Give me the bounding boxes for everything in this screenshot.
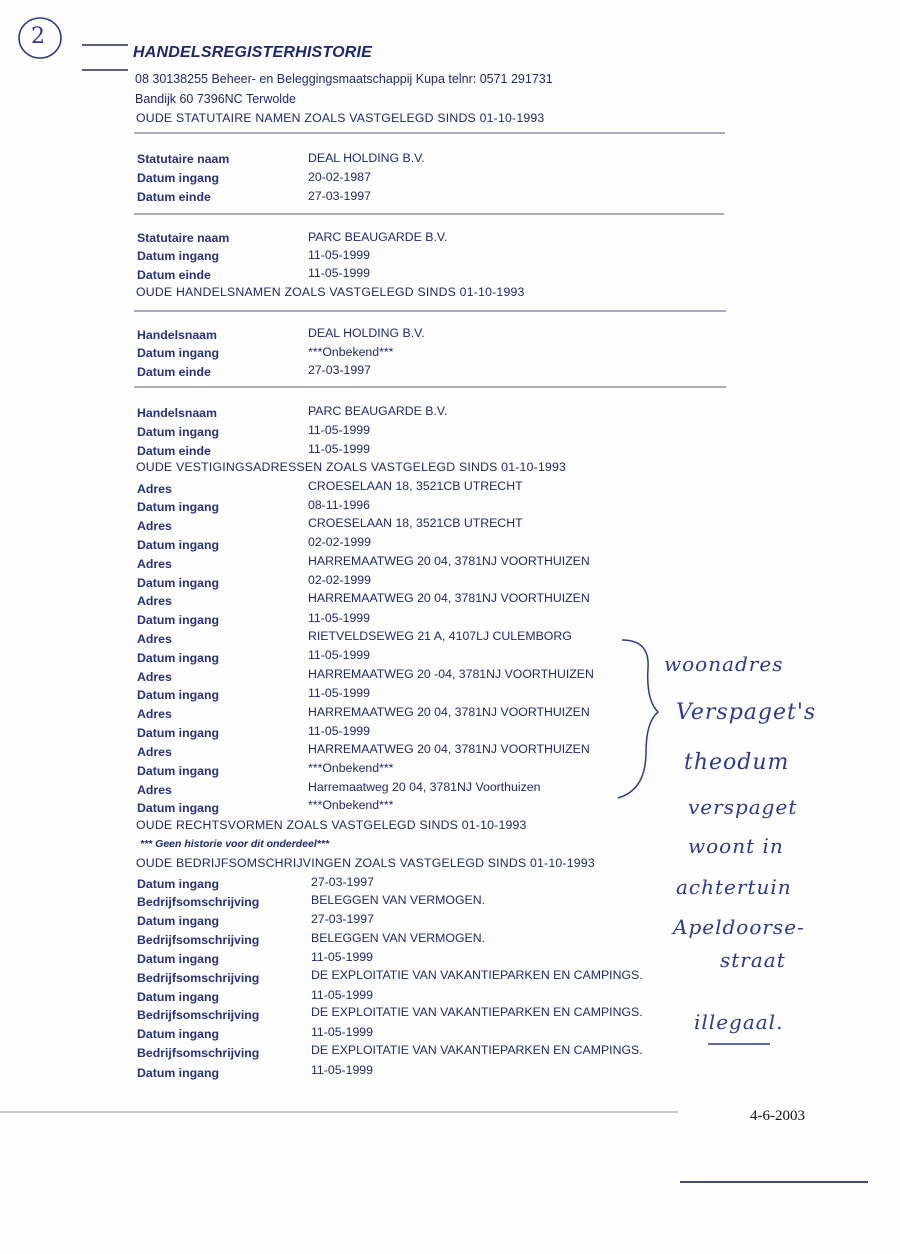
field-label: Datum ingang xyxy=(137,576,219,590)
field-value: 02-02-1999 xyxy=(308,573,371,587)
heading-rechtsvormen: OUDE RECHTSVORMEN ZOALS VASTGELEGD SINDS 01-10-1993 xyxy=(136,818,527,832)
field-value: 11-05-1999 xyxy=(308,248,370,262)
field-label: Datum ingang xyxy=(137,688,219,702)
field-value: 11-05-1999 xyxy=(308,686,370,700)
field-label: Datum ingang xyxy=(137,346,219,360)
field-value: BELEGGEN VAN VERMOGEN. xyxy=(311,931,486,945)
field-label: Datum ingang xyxy=(137,1027,219,1041)
field-value: 08-11-1996 xyxy=(308,498,370,512)
field-value: DEAL HOLDING B.V. xyxy=(308,326,425,340)
heading-bedrijfsomschrijvingen: OUDE BEDRIJFSOMSCHRIJVINGEN ZOALS VASTGELEGD SINDS 01-10-1993 xyxy=(136,856,595,870)
field-label: Statutaire naam xyxy=(137,152,230,166)
page-marker: 2 xyxy=(31,24,46,49)
field-value: HARREMAATWEG 20 04, 3781NJ VOORTHUIZEN xyxy=(308,742,590,756)
heading-vestiging: OUDE VESTIGINGSADRESSEN ZOALS VASTGELEGD SINDS 01-10-1993 xyxy=(136,460,567,474)
heading-statutaire: OUDE STATUTAIRE NAMEN ZOALS VASTGELEGD SINDS 01-10-1993 xyxy=(136,111,545,125)
field-value: PARC BEAUGARDE B.V. xyxy=(308,404,448,418)
field-value: 27-03-1997 xyxy=(311,875,374,889)
field-value: 11-05-1999 xyxy=(308,611,370,625)
field-label: Datum ingang xyxy=(137,171,219,185)
field-value: 11-05-1999 xyxy=(308,442,370,456)
field-label: Datum ingang xyxy=(137,425,219,439)
field-label: Datum ingang xyxy=(137,877,219,891)
field-value: DEAL HOLDING B.V. xyxy=(308,151,425,165)
handwritten-note: illegaal. xyxy=(694,1010,784,1034)
company-line: 08 30138255 Beheer- en Beleggingsmaatschappij Kupa telnr: 0571 291731 xyxy=(135,72,553,86)
field-label: Bedrijfsomschrijving xyxy=(137,1008,260,1022)
field-value: 11-05-1999 xyxy=(308,423,370,437)
field-value: DE EXPLOITATIE VAN VAKANTIEPARKEN EN CAMPINGS. xyxy=(311,1005,643,1019)
field-value: 02-02-1999 xyxy=(308,535,371,549)
field-value: RIETVELDSEWEG 21 A, 4107LJ CULEMBORG xyxy=(308,629,572,643)
field-label: Handelsnaam xyxy=(137,328,217,342)
field-value: 27-03-1997 xyxy=(308,363,371,377)
field-label: Bedrijfsomschrijving xyxy=(137,1046,260,1060)
field-value: CROESELAAN 18, 3521CB UTRECHT xyxy=(308,516,523,530)
footer-date: 4-6-2003 xyxy=(750,1108,805,1124)
handwritten-note: theodum xyxy=(684,750,790,775)
field-label: Datum ingang xyxy=(137,764,219,778)
field-label: Datum ingang xyxy=(137,914,219,928)
field-label: Datum einde xyxy=(137,190,211,204)
field-label: Datum einde xyxy=(137,365,211,379)
field-label: Adres xyxy=(137,783,172,797)
bracket-mark xyxy=(618,640,658,798)
field-label: Adres xyxy=(137,707,172,721)
field-value: CROESELAAN 18, 3521CB UTRECHT xyxy=(308,479,523,493)
field-label: Datum ingang xyxy=(137,651,219,665)
handwritten-note: Apeldoorse- xyxy=(673,915,805,939)
field-label: Datum ingang xyxy=(137,613,219,627)
field-value: DE EXPLOITATIE VAN VAKANTIEPARKEN EN CAMPINGS. xyxy=(311,1043,643,1057)
field-label: Adres xyxy=(137,557,172,571)
field-value: 27-03-1997 xyxy=(308,189,371,203)
field-value: ***Onbekend*** xyxy=(308,761,394,775)
field-label: Datum ingang xyxy=(137,801,219,815)
field-value: 11-05-1999 xyxy=(311,950,373,964)
field-label: Bedrijfsomschrijving xyxy=(137,933,260,947)
page-title: HANDELSREGISTERHISTORIE xyxy=(133,44,372,61)
field-label: Adres xyxy=(137,482,172,496)
field-label: Datum ingang xyxy=(137,538,219,552)
field-value: 11-05-1999 xyxy=(311,1063,373,1077)
field-label: Adres xyxy=(137,632,172,646)
field-label: Datum einde xyxy=(137,268,211,282)
field-label: Datum ingang xyxy=(137,990,219,1004)
handwritten-note: woonadres xyxy=(664,652,784,676)
field-label: Handelsnaam xyxy=(137,406,217,420)
field-label: Datum ingang xyxy=(137,500,219,514)
field-label: Adres xyxy=(137,519,172,533)
field-label: Adres xyxy=(137,670,172,684)
field-label: Datum ingang xyxy=(137,726,219,740)
field-value: ***Onbekend*** xyxy=(308,798,394,812)
field-value: HARREMAATWEG 20 04, 3781NJ VOORTHUIZEN xyxy=(308,705,590,719)
field-value: BELEGGEN VAN VERMOGEN. xyxy=(311,893,486,907)
field-value: 11-05-1999 xyxy=(311,1025,373,1039)
field-value: 20-02-1987 xyxy=(308,170,371,184)
field-value: 11-05-1999 xyxy=(308,648,370,662)
address-line: Bandijk 60 7396NC Terwolde xyxy=(135,92,296,106)
field-value: Harremaatweg 20 04, 3781NJ Voorthuizen xyxy=(308,780,541,794)
field-label: Bedrijfsomschrijving xyxy=(137,895,260,909)
field-label: Datum einde xyxy=(137,444,211,458)
field-value: DE EXPLOITATIE VAN VAKANTIEPARKEN EN CAMPINGS. xyxy=(311,968,643,982)
field-label: Bedrijfsomschrijving xyxy=(137,971,260,985)
handwritten-note: verspaget xyxy=(688,795,798,819)
heading-handelsnamen: OUDE HANDELSNAMEN ZOALS VASTGELEGD SINDS 01-10-1993 xyxy=(136,285,525,299)
field-value: ***Onbekend*** xyxy=(308,345,394,359)
field-label: Datum ingang xyxy=(137,1066,219,1080)
field-label: Adres xyxy=(137,745,172,759)
field-value: HARREMAATWEG 20 -04, 3781NJ VOORTHUIZEN xyxy=(308,667,594,681)
field-value: 11-05-1999 xyxy=(308,266,370,280)
handwritten-note: achtertuin xyxy=(676,875,792,899)
field-value: 11-05-1999 xyxy=(311,988,373,1002)
field-label: Statutaire naam xyxy=(137,231,230,245)
field-label: Datum ingang xyxy=(137,249,219,263)
field-label: Datum ingang xyxy=(137,952,219,966)
field-value: 11-05-1999 xyxy=(308,724,370,738)
field-label: Adres xyxy=(137,594,172,608)
field-value: HARREMAATWEG 20 04, 3781NJ VOORTHUIZEN xyxy=(308,554,590,568)
field-value: HARREMAATWEG 20 04, 3781NJ VOORTHUIZEN xyxy=(308,591,590,605)
handwritten-note: woont in xyxy=(688,834,784,858)
no-history-note: *** Geen historie voor dit onderdeel*** xyxy=(140,838,330,850)
field-value: PARC BEAUGARDE B.V. xyxy=(308,230,448,244)
field-value: 27-03-1997 xyxy=(311,912,374,926)
handwritten-note: Verspaget's xyxy=(676,700,817,725)
handwritten-note: straat xyxy=(720,948,786,972)
